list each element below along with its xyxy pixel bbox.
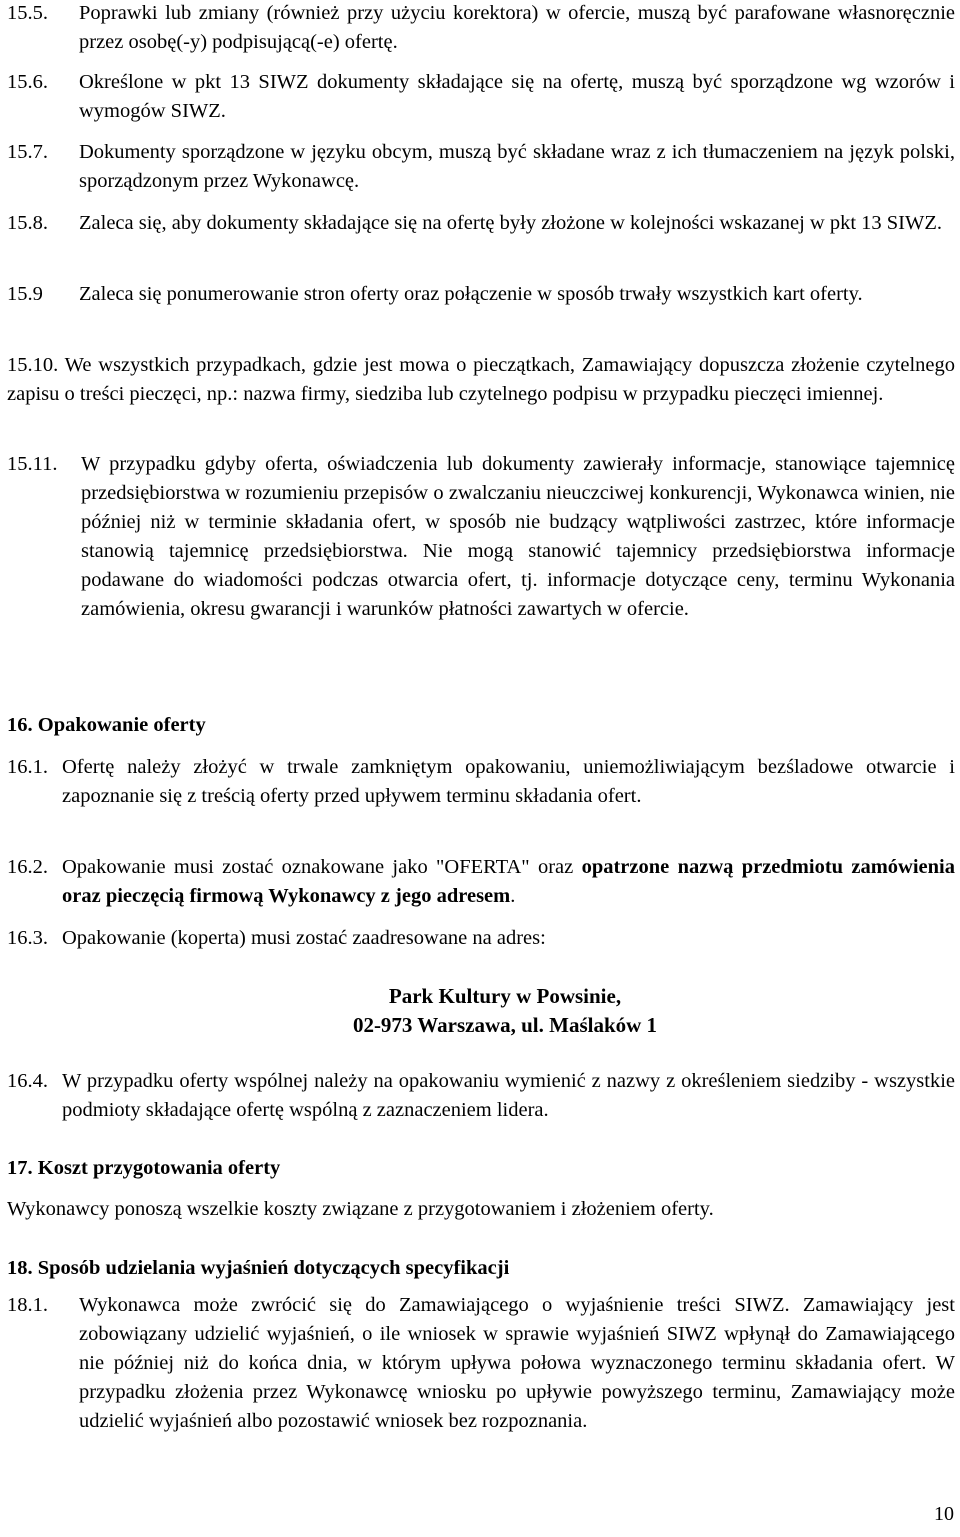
item-text-bold: opatrzone nazwą przedmiotu zamówienia oraz pieczęcią firmową Wykonawcy z jego adresem (62, 856, 955, 907)
heading-18: 18. Sposób udzielania wyjaśnień dotyczących specyfikacji (7, 1257, 510, 1279)
item-number: 15.6. (7, 71, 48, 93)
item-number: 15.9 (7, 283, 43, 305)
address-line-2: 02-973 Warszawa, ul. Maślaków 1 (352, 1013, 658, 1037)
item-text: Poprawki lub zmiany (również przy użyciu korektora) w ofercie, muszą być parafowane własnoręcznie przez osobę(-y) podpisującą(-e) ofertę. (79, 2, 955, 53)
section-16-3 (7, 924, 955, 953)
heading-17: 17. Koszt przygotowania oferty (7, 1157, 281, 1179)
heading-16: 16. Opakowanie oferty (7, 714, 206, 736)
item-text: Wykonawca może zwrócić się do Zamawiającego o wyjaśnienie treści SIWZ. Zamawiający jest zobowiązany udzielić wyjaśnień, o ile wniosek w sprawie wyjaśnień SIWZ wpłynął do Zamawiającego nie później niż do końca dnia, w którym upływa połowa wyznaczonego terminu składania ofert. W przypadku złożenia przez Wykonawcę wniosku po upływie powyższego terminu, Zamawiający może udzielić wyjaśnień albo pozostawić wniosek bez rozpoznania. (79, 1294, 955, 1432)
section-15-6 (7, 68, 955, 126)
item-number: 18.1. (7, 1294, 48, 1316)
section-15-8 (7, 209, 955, 238)
item-number: 16.1. (7, 756, 48, 778)
section-15-9 (7, 280, 955, 309)
item-text: Opakowanie (koperta) musi zostać zaadresowane na adres: (62, 927, 546, 949)
item-text-plain: Opakowanie musi zostać oznakowane jako "OFERTA" oraz (62, 856, 582, 878)
section-15-11 (7, 450, 955, 624)
item-text: Dokumenty sporządzone w języku obcym, muszą być składane wraz z ich tłumaczeniem na język polski, sporządzonym przez Wykonawcę. (79, 141, 955, 192)
item-text (62, 853, 955, 911)
item-number: 15.10. (7, 354, 59, 376)
page-number: 10 (934, 1503, 954, 1525)
item-text: Zaleca się ponumerowanie stron oferty oraz połączenie w sposób trwały wszystkich kart oferty. (79, 283, 863, 305)
item-text: W przypadku oferty wspólnej należy na opakowaniu wymienić z nazwy z określeniem siedziby - wszystkie podmioty składające ofertę wspólną z zaznaczeniem lidera. (62, 1070, 955, 1121)
item-text: Ofertę należy złożyć w trwale zamkniętym opakowaniu, uniemożliwiającym bezśladowe otwarcie i zapoznanie się z treścią oferty przed upływem terminu składania ofert. (62, 756, 955, 807)
item-number: 15.5. (7, 2, 48, 24)
item-number: 16.2. (7, 856, 48, 878)
item-text: Określone w pkt 13 SIWZ dokumenty składające się na ofertę, muszą być sporządzone wg wzorów i wymogów SIWZ. (79, 71, 955, 122)
item-number: 15.8. (7, 212, 48, 234)
item-text: W przypadku gdyby oferta, oświadczenia lub dokumenty zawierały informacje, stanowiące tajemnicę przedsiębiorstwa w rozumieniu przepisów o zwalczaniu nieuczciwej konkurencji, Wykonawca winien, nie później niż w terminie składania ofert, w sposób nie budzący wątpliwości zastrzec, które informacje stanowią tajemnicę przedsiębiorstwa. Nie mogą stanowić tajemnicy przedsiębiorstwa informacje podawane do wiadomości podczas otwarcia ofert, tj. informacje dotyczące ceny, terminu Wykonania zamówienia, okresu gwarancji i warunków płatności zawartych w ofercie. (81, 453, 955, 620)
item-number: 16.3. (7, 927, 48, 949)
item-text-end: . (510, 885, 516, 907)
section-18-1 (7, 1291, 955, 1436)
item-text: Zaleca się, aby dokumenty składające się na ofertę były złożone w kolejności wskazanej w pkt 13 SIWZ. (79, 212, 942, 234)
paragraph-17: Wykonawcy ponoszą wszelkie koszty związane z przygotowaniem i złożeniem oferty. (7, 1198, 714, 1220)
section-16-2 (7, 853, 955, 911)
section-15-7 (7, 138, 955, 196)
section-16-4 (7, 1067, 955, 1125)
section-15-5 (7, 0, 955, 57)
section-16-1 (7, 753, 955, 811)
section-15-10 (7, 351, 955, 409)
item-text: We wszystkich przypadkach, gdzie jest mowa o pieczątkach, Zamawiający dopuszcza złożenie czytelnego zapisu o treści pieczęci, np.: nazwa firmy, siedziba lub czytelnego podpisu w przypadku pieczęci imiennej. (7, 354, 955, 405)
item-number: 15.7. (7, 141, 48, 163)
item-number: 15.11. (7, 453, 58, 475)
address-line-1: Park Kultury w Powsinie, (388, 984, 622, 1008)
item-number: 16.4. (7, 1070, 48, 1092)
